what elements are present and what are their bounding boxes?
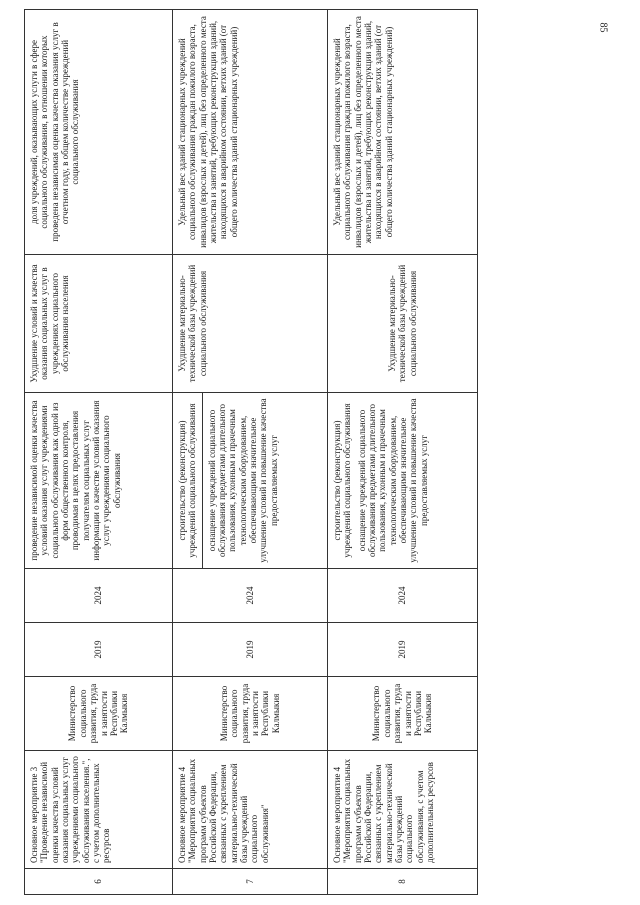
row-number: 6 <box>25 869 173 895</box>
rotated-table-container <box>24 10 477 895</box>
result-equipment: оснащение учреждений социального обслуживания предметами длительного пользования, кухонным и прачечным технологическим оборудованием, обеспечивающими значительное улучшение условий и повышение качества предоставляемых услуг <box>356 398 429 563</box>
page-number: 85 <box>597 22 609 33</box>
result-equipment: оснащение учреждений социального обслуживания предметами длительного пользования, кухонным и прачечным технологическим оборудованием, обеспечивающими значительное улучшение условий и повышение качества предоставляемых услуг <box>202 393 279 568</box>
expected-result-cell <box>328 393 478 569</box>
table-row-8 <box>328 10 478 895</box>
end-year-cell: 2024 <box>328 569 478 623</box>
expected-result-cell: проведение независимой оценки качества условий оказания услуг учреждениями социального обслуживания как одной из форм общественного контроля, проводимая в целях предоставления получателям социальных услуг информации о качестве условий оказания услуг учреждениями социального обслуживания <box>25 393 173 569</box>
start-year-cell: 2019 <box>25 623 173 677</box>
start-year-cell: 2019 <box>328 623 478 677</box>
indicator-cell: Удельный вес зданий стационарных учреждений социального обслуживания граждан пожилого возраста, инвалидов (взрослых и детей), лиц без определенного места жительства и занятий, требующих реконструкции зданий, находящихся в аварийном состоянии, ветхих зданий (от общего количества зданий стационарных учреждений) <box>173 10 328 255</box>
indicator-cell: Удельный вес зданий стационарных учреждений социального обслуживания граждан пожилого возраста, инвалидов (взрослых и детей), лиц без определенного места жительства и занятий, требующих реконструкции зданий, находящихся в аварийном состоянии, ветхих зданий (от общего количества зданий стационарных учреждений) <box>328 10 478 255</box>
event-cell: Основное мероприятие 4 "Мероприятия социальных программ субъектов Российской Федерации, связанных с укреплением материально-технической базы учреждений социального обслуживания, с учетом дополнительных ресурсов <box>328 751 478 869</box>
consequences-cell: Ухудшение условий и качества оказания социальных услуг в учреждениях социального обслуживания населения <box>25 255 173 393</box>
indicator-cell: доля учреждений, оказывающих услуги в сфере социального обслуживания, в отношении которых проведена независимая оценка качества оказания услуг в отчетном году, в общем количестве учреждений социального обслуживания <box>25 10 173 255</box>
event-cell: Основное мероприятие 4 "Мероприятия социальных программ субъектов Российской Федерации, связанных с укреплением материально-технической базы учреждений социального обслуживания" <box>173 751 328 869</box>
result-construction: строительство (реконструкция) учреждений социального обслуживания <box>177 403 198 558</box>
table-row-7 <box>173 10 328 895</box>
start-year-cell: 2019 <box>173 623 328 677</box>
consequences-cell: Ухудшение материально-технической базы учреждений социального обслуживания <box>173 255 328 393</box>
result-construction: строительство (реконструкция) учреждений социального обслуживания <box>332 403 353 558</box>
program-events-table <box>24 9 478 895</box>
event-cell: Основное мероприятие 3 "Проведение независимой оценки качества условий оказания социальных услуг учреждениями социального обслуживания населения.", с учетом дополнительных ресурсов <box>25 751 173 869</box>
row-number: 7 <box>173 869 328 895</box>
end-year-cell: 2024 <box>25 569 173 623</box>
table-row-6 <box>25 10 173 895</box>
expected-result-cell <box>173 393 328 569</box>
consequences-cell: Ухудшение материально-технической базы учреждений социального обслуживания <box>328 255 478 393</box>
executor-cell: Министерство социального развития, труда и занятости Республики Калмыкия <box>25 677 173 751</box>
end-year-cell: 2024 <box>173 569 328 623</box>
executor-cell: Министерство социального развития, труда и занятости Республики Калмыкия <box>173 677 328 751</box>
row-number: 8 <box>328 869 478 895</box>
executor-cell: Министерство социального развития, труда и занятости Республики Калмыкия <box>328 677 478 751</box>
